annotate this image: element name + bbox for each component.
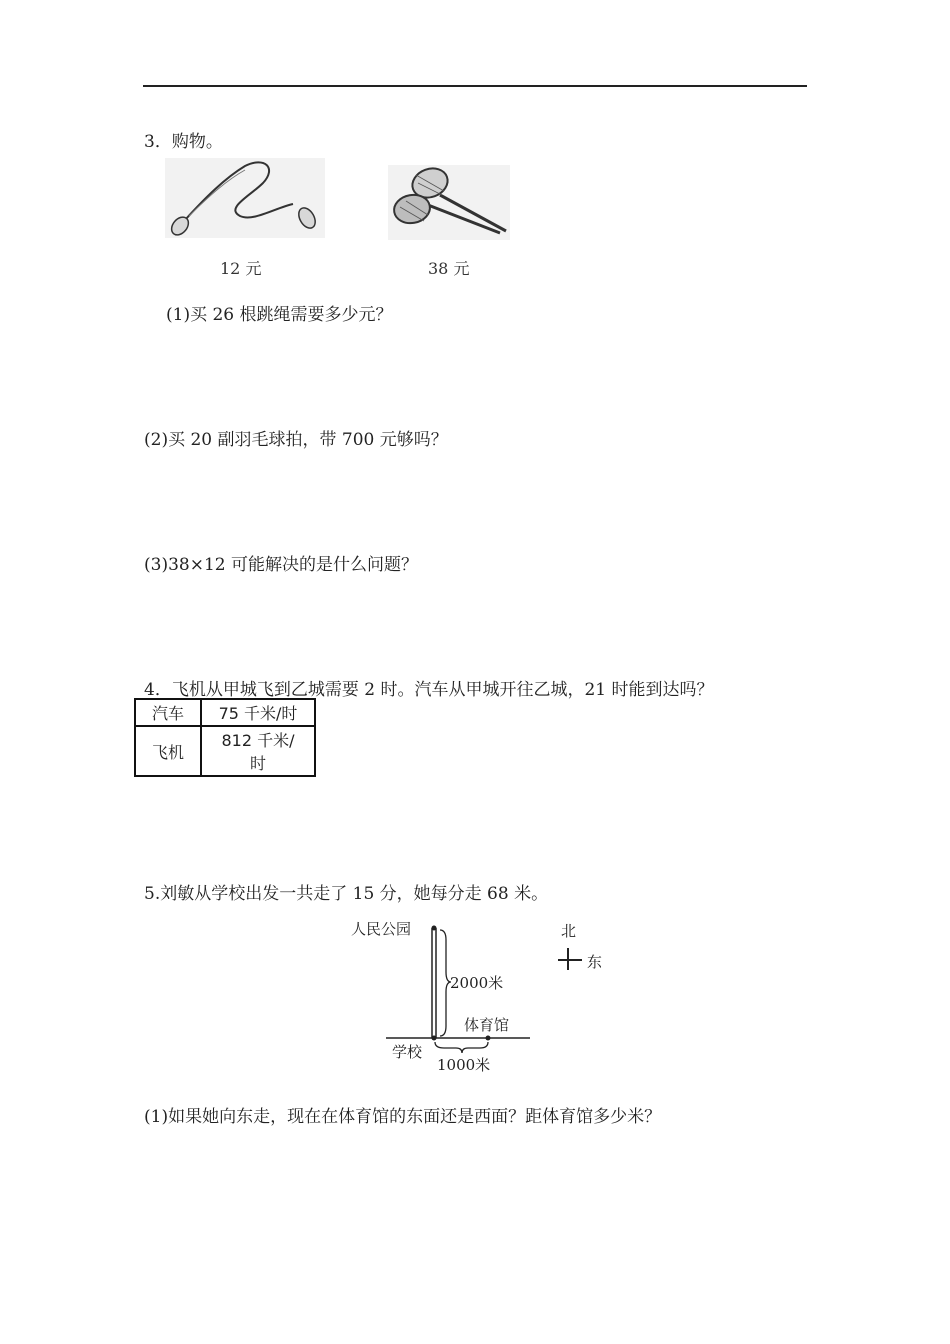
east-brace: [435, 1042, 488, 1053]
q5-sub1: (1)如果她向东走，现在在体育馆的东面还是西面？距体育馆多少米？: [144, 1107, 662, 1127]
east-distance-label: 1000米: [437, 1056, 491, 1074]
gym-point: [486, 1036, 491, 1041]
speed-line-1: 812 千米/: [221, 731, 295, 750]
compass-east-label: 东: [587, 953, 603, 971]
q3-sub3: (3)38×12 可能解决的是什么问题？: [144, 555, 418, 575]
speed-table: [134, 698, 316, 777]
route-map: [340, 912, 620, 1077]
park-point: [432, 926, 437, 931]
racket-price: 38 元: [428, 259, 470, 278]
q4-title: 4．飞机从甲城飞到乙城需要 2 时。汽车从甲城开往乙城，21 时能到达吗？: [144, 680, 714, 700]
gym-label: 体育馆: [464, 1016, 510, 1034]
table-cell-label: 汽车: [135, 699, 201, 726]
school-point: [432, 1036, 437, 1041]
table-cell-speed: [201, 726, 315, 776]
table-cell-label: 飞机: [135, 726, 201, 776]
park-label: 人民公园: [351, 920, 412, 938]
header-rule: [143, 85, 807, 87]
speed-line-2: 时: [249, 754, 266, 773]
q3-sub1: (1)买 26 根跳绳需要多少元？: [166, 305, 393, 325]
compass-north-label: 北: [561, 922, 577, 940]
table-row: [135, 699, 315, 726]
badminton-racket-image: [388, 165, 510, 240]
q3-sub2: (2)买 20 副羽毛球拍，带 700 元够吗？: [144, 430, 448, 450]
jump-rope-price: 12 元: [220, 259, 262, 278]
q5-title: 5.刘敏从学校出发一共走了 15 分，她每分走 68 米。: [144, 884, 549, 904]
north-distance-label: 2000米: [450, 974, 504, 992]
q3-title: 3．购物。: [144, 132, 223, 152]
table-row: [135, 726, 315, 776]
table-cell-speed: 75 千米/时: [201, 699, 315, 726]
jump-rope-image: [165, 158, 325, 238]
school-label: 学校: [392, 1043, 423, 1061]
